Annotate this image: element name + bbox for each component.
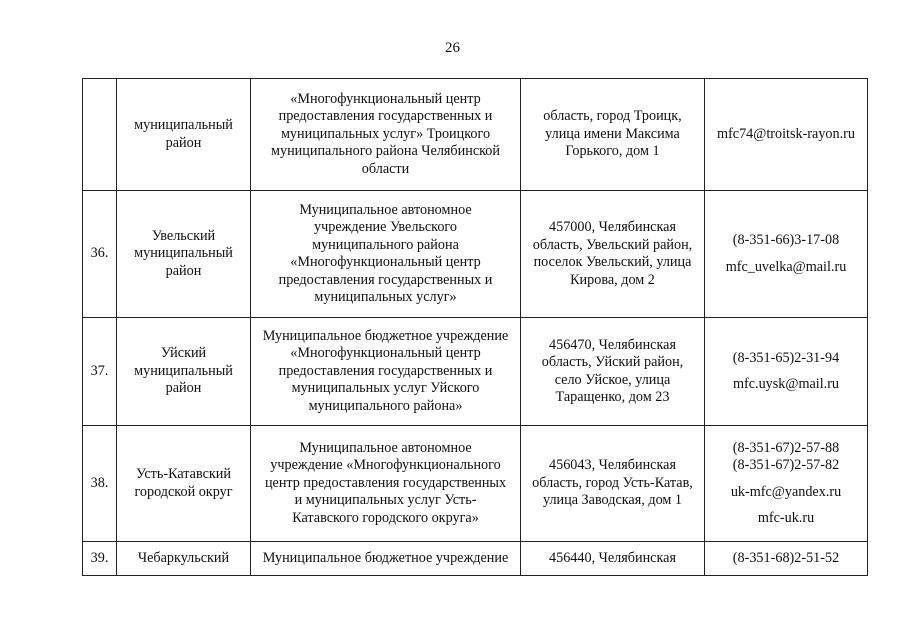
institution-name-cell [251,191,521,318]
address-line: поселок Увельский, улица [533,254,692,270]
row-number-cell [83,191,117,318]
contacts-line: uk-mfc@yandex.ru [730,483,842,500]
institution-name-cell [251,318,521,426]
table-row [83,79,868,191]
district-name-line: Усть-Катавский [136,466,231,482]
contacts-line: (8-351-67)2-57-82 [732,457,840,473]
table-row [83,191,868,318]
institution-name-line: области [361,160,410,177]
institution-name-cell [251,426,521,542]
institution-name-line: Муниципальное бюджетное учреждение [262,549,509,566]
address-line: Кирова, дом 2 [570,271,655,288]
address-cell [521,426,705,542]
address-line: 457000, Челябинская [549,219,676,235]
institution-name-line: и муниципальных услуг Усть- [294,492,477,509]
institution-name-line: «Многофункциональный центр [290,345,481,362]
address-line: 456470, Челябинская [549,336,676,353]
district-name-line: муниципальный [134,362,233,379]
institution-name-line: Муниципальное бюджетное учреждение [262,327,509,344]
row-number: 37. [90,362,109,379]
row-number: 39. [90,549,109,566]
contacts-line: mfc74@troitsk-rayon.ru [717,125,855,142]
district-name-cell [117,318,251,426]
district-name-cell [117,426,251,542]
institution-name-line: «Многофункциональный центр [290,90,481,107]
row-number-cell [83,318,117,426]
address-line: Таращенко, дом 23 [555,389,670,405]
institution-name-line: муниципальных услуг» Троицкого [280,125,491,142]
address-line: 456043, Челябинская [549,457,676,474]
contacts-cell [705,79,868,191]
address-line: область, Уйский район, [541,354,684,370]
institution-name-line: муниципальных услуг» [314,289,457,305]
institution-name-line: муниципального района Челябинской [271,143,500,160]
contacts-line: (8-351-65)2-31-94 [732,349,840,366]
address-cell [521,191,705,318]
contacts-line: mfc.uysk@mail.ru [732,376,840,392]
institution-name-line: Муниципальное автономное [299,201,472,218]
contacts-cell [705,318,868,426]
contacts-line: mfc-uk.ru [757,510,815,526]
institution-name-line: Катавского городского округа» [292,509,479,526]
contacts-line: mfc_uvelka@mail.ru [725,258,847,275]
table-row [83,318,868,426]
table-row [83,542,868,576]
district-name-cell [117,542,251,576]
institution-name-line: предоставления государственных и [278,271,493,288]
address-cell [521,542,705,576]
institution-name-line: муниципального района [312,236,459,253]
page-number: 26 [445,40,460,56]
institution-name-cell [251,542,521,576]
mfc-table [82,78,868,576]
district-name-line: Уйский [160,345,207,362]
institution-name-line: предоставления государственных и [278,362,493,379]
address-line: область, Увельский район, [532,236,693,253]
contacts-line: (8-351-66)3-17-08 [732,232,840,248]
address-line: улица имени Максима [545,125,680,142]
address-line: улица Заводская, дом 1 [542,492,683,509]
row-number: 38. [90,474,109,491]
district-name-line: Чебаркульский [137,549,230,566]
table-row [83,426,868,542]
contacts-cell [705,426,868,542]
contacts-cell [705,191,868,318]
district-name-line: городской округ [134,483,233,500]
row-number-cell [83,79,117,191]
district-name-line: район [165,380,202,397]
address-cell [521,79,705,191]
institution-name-line: муниципальных услуг Уйского [291,380,480,397]
district-name-cell [117,191,251,318]
district-name-line: район [165,262,202,279]
institution-name-line: «Многофункциональный центр [290,254,481,270]
institution-name-line: учреждение «Многофункционального [270,457,501,474]
contacts-cell [705,542,868,576]
institution-name-line: предоставления государственных и [278,108,493,125]
district-name-line: Увельский [151,227,216,244]
institution-name-cell [251,79,521,191]
address-line: область, город Усть-Катав, [532,474,693,491]
address-line: Горького, дом 1 [565,143,660,160]
institution-name-line: учреждение Увельского [314,219,457,235]
institution-name-line: центр предоставления государственных [264,474,507,491]
address-line: 456440, Челябинская [549,549,676,566]
contacts-line: (8-351-68)2-51-52 [732,549,840,566]
row-number-cell [83,426,117,542]
institution-name-line: Муниципальное автономное [299,439,472,456]
row-number-cell [83,542,117,576]
district-name-line: муниципальный [134,245,233,262]
address-line: область, город Троицк, [543,108,682,125]
address-cell [521,318,705,426]
district-name-line: район [165,134,202,151]
row-number: 36. [90,245,109,262]
district-name-line: муниципальный [134,117,233,133]
address-line: село Уйское, улица [554,371,671,388]
institution-name-line: муниципального района» [308,397,463,414]
contacts-line: (8-351-67)2-57-88 [732,439,840,456]
district-name-cell [117,79,251,191]
